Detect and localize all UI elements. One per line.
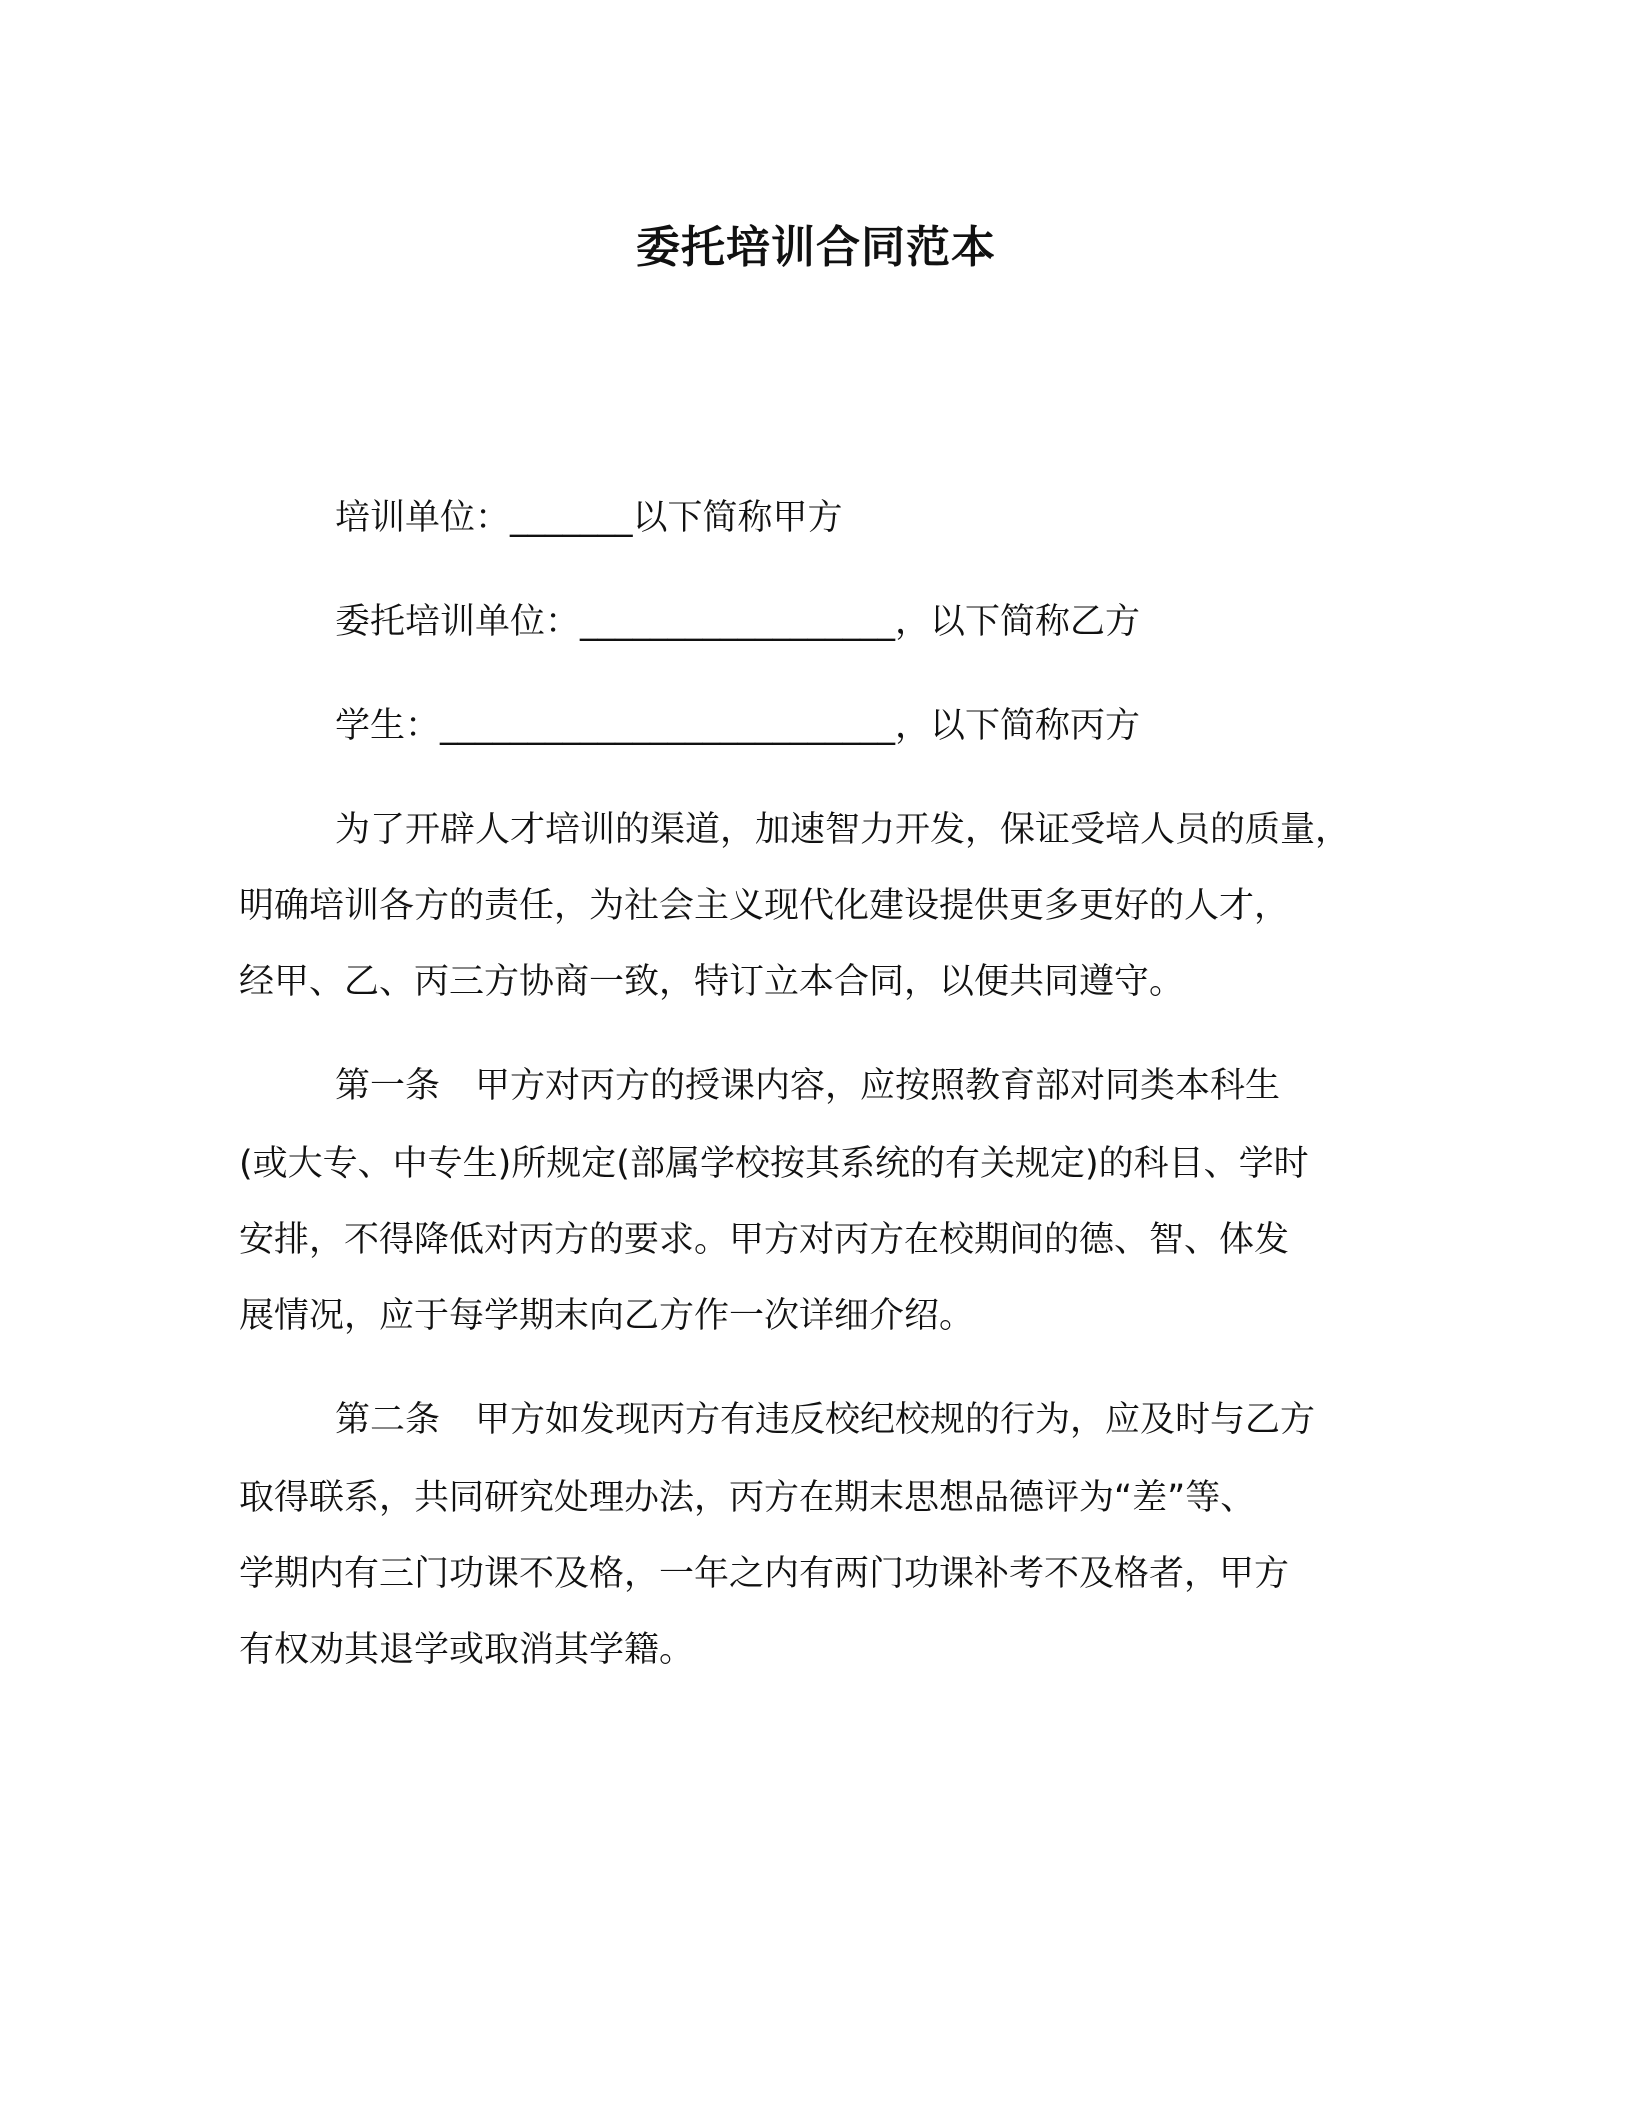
article-two-line-1: 第二条 甲方如发现丙方有违反校纪校规的行为，应及时与乙方 — [335, 1400, 1316, 1440]
article-one-line-3: 安排，不得降低对丙方的要求。甲方对丙方在校期间的德、智、体发 — [239, 1220, 1290, 1260]
article-one-line-1: 第一条 甲方对丙方的授课内容，应按照教育部对同类本科生 — [335, 1066, 1281, 1106]
party-line-training-unit: 培训单位：_______以下简称甲方 — [335, 498, 843, 538]
party-line-student: 学生：__________________________，以下简称丙方 — [335, 706, 1141, 746]
paragraph-intro-line-3: 经甲、乙、丙三方协商一致，特订立本合同，以便共同遵守。 — [239, 962, 1185, 1002]
article-two-line-4: 有权劝其退学或取消其学籍。 — [239, 1630, 695, 1670]
article-two-line-3: 学期内有三门功课不及格，一年之内有两门功课补考不及格者，甲方 — [239, 1554, 1290, 1594]
party-line-entrusting-unit: 委托培训单位：__________________，以下简称乙方 — [335, 602, 1141, 642]
paragraph-intro-line-2: 明确培训各方的责任，为社会主义现代化建设提供更多更好的人才， — [239, 886, 1290, 926]
paragraph-intro-line-1: 为了开辟人才培训的渠道，加速智力开发，保证受培人员的质量， — [335, 810, 1351, 850]
article-one-line-2: (或大专、中专生)所规定(部属学校按其系统的有关规定)的科目、学时 — [239, 1144, 1309, 1184]
article-one-line-4: 展情况，应于每学期末向乙方作一次详细介绍。 — [239, 1296, 975, 1336]
article-two-line-2: 取得联系，共同研究处理办法，丙方在期末思想品德评为“差”等、 — [239, 1478, 1256, 1518]
document-title: 委托培训合同范本 — [636, 222, 996, 273]
